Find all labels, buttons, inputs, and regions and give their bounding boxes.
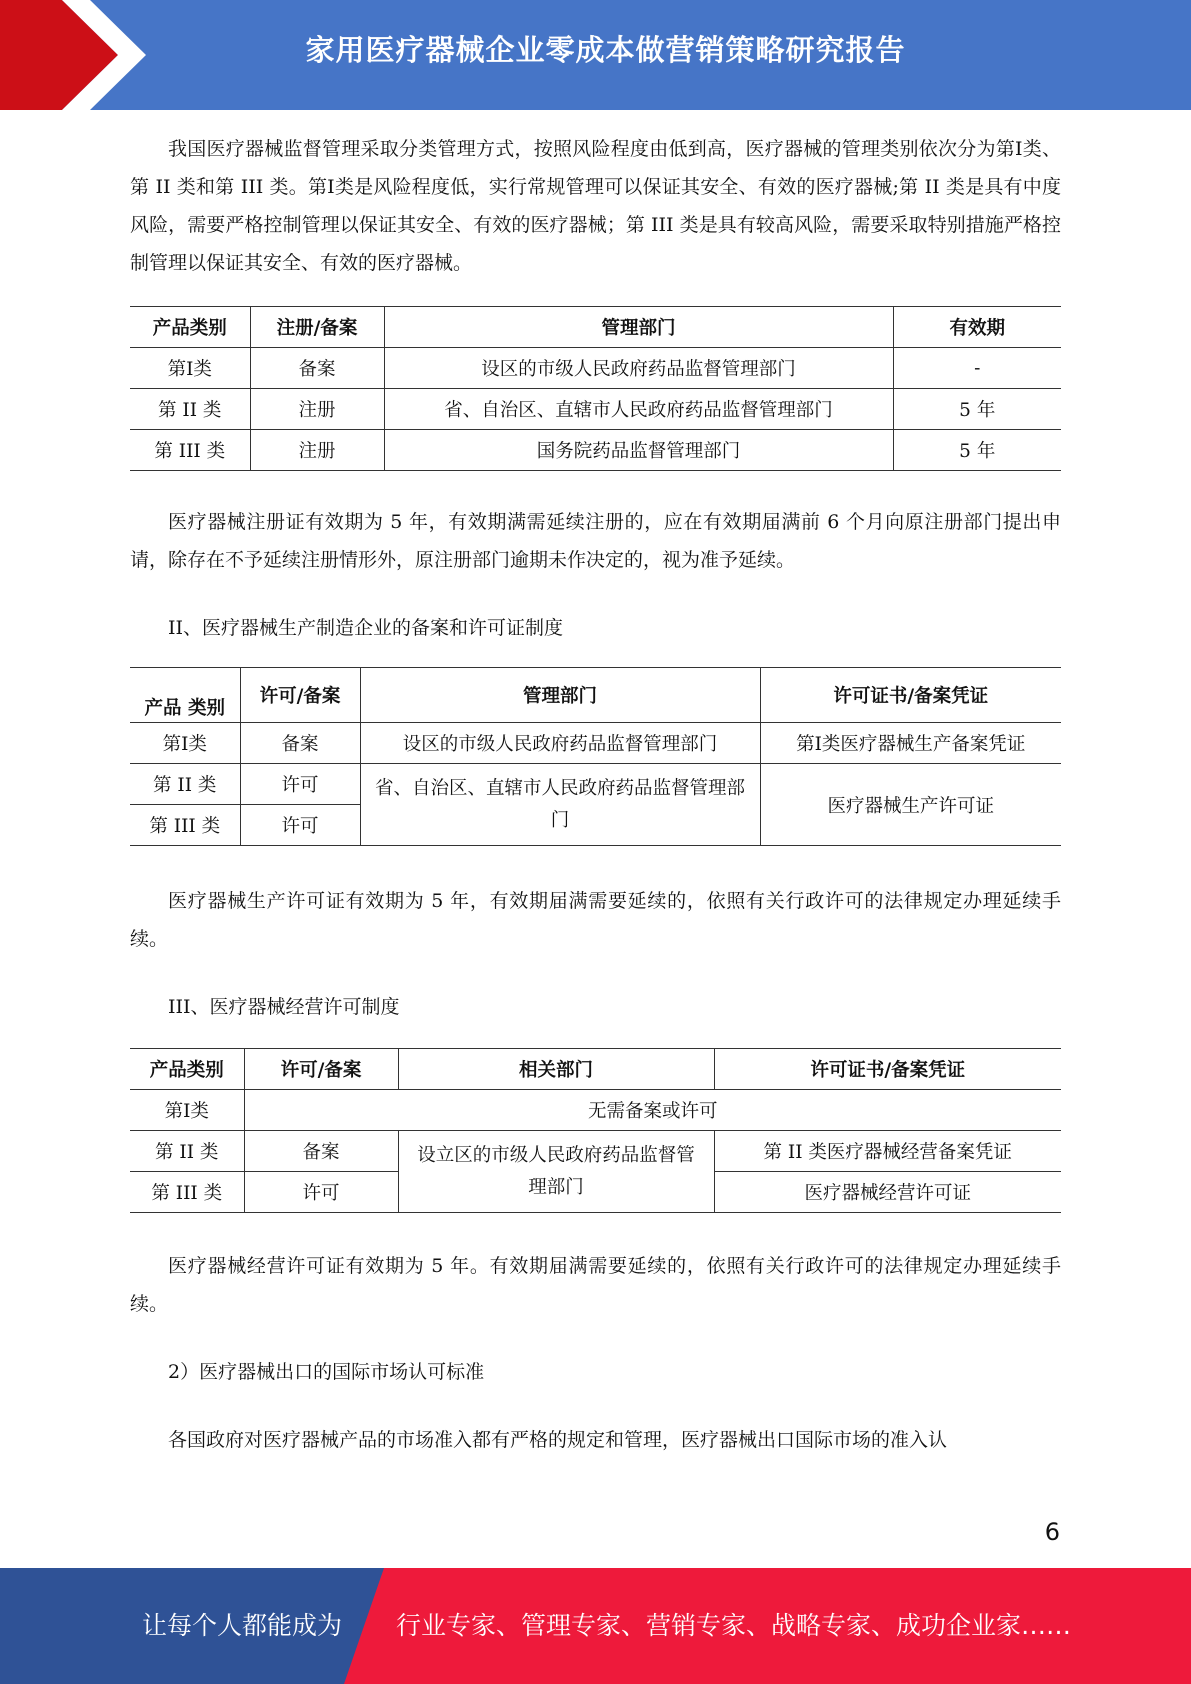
table-cell: 第 II 类医疗器械经营备案凭证 — [714, 1131, 1061, 1172]
table-cell: 无需备案或许可 — [244, 1090, 1061, 1131]
registration-table — [130, 306, 1061, 471]
table-cell: 医疗器械经营许可证 — [714, 1172, 1061, 1213]
table-cell: 国务院药品监督管理部门 — [384, 430, 893, 471]
table-cell: 备案 — [250, 348, 384, 389]
page-header — [0, 0, 1191, 110]
table-cell: 备案 — [244, 1131, 398, 1172]
table-header: 许可/备案 — [244, 1049, 398, 1090]
table-row — [130, 1131, 1061, 1172]
table-header: 相关部门 — [398, 1049, 714, 1090]
table-header: 管理部门 — [360, 668, 760, 723]
table-cell: 第 II 类 — [130, 389, 250, 430]
table-row — [130, 348, 1061, 389]
report-title: 家用医疗器械企业零成本做营销策略研究报告 — [305, 33, 906, 67]
table-cell: 第Ⅰ类 — [130, 348, 250, 389]
table-cell: 省、自治区、直辖市人民政府药品监督管理部门 — [360, 764, 760, 846]
table-header: 许可证书/备案凭证 — [760, 668, 1061, 723]
table-row — [130, 389, 1061, 430]
footer-slogan-right: 行业专家、管理专家、营销专家、战略专家、成功企业家…… — [396, 1611, 1072, 1640]
table-row — [130, 1090, 1061, 1131]
table-header: 许可证书/备案凭证 — [714, 1049, 1061, 1090]
table-cell: 5 年 — [893, 389, 1061, 430]
table-cell: 设区的市级人民政府药品监督管理部门 — [360, 723, 760, 764]
table-row — [130, 764, 1061, 805]
table-cell: 备案 — [240, 723, 360, 764]
table-cell: 第Ⅰ类 — [130, 723, 240, 764]
table-cell: 第 III 类 — [130, 805, 240, 846]
table-header: 管理部门 — [384, 307, 893, 348]
table-cell: 第 III 类 — [130, 430, 250, 471]
page-number: 6 — [1044, 1518, 1060, 1546]
table-cell: - — [893, 348, 1061, 389]
table-cell: 第 III 类 — [130, 1172, 244, 1213]
section-heading-production: II、医疗器械生产制造企业的备案和许可证制度 — [168, 617, 564, 639]
table-cell: 第Ⅰ类医疗器械生产备案凭证 — [760, 723, 1061, 764]
paragraph-production-validity: 医疗器械生产许可证有效期为 5 年，有效期届满需要延续的，依照有关行政许可的法律规定办理延续手续。 — [130, 890, 1061, 950]
table-cell: 第Ⅰ类 — [130, 1090, 244, 1131]
table-cell: 第 II 类 — [130, 1131, 244, 1172]
table-header: 产品类别 — [130, 307, 250, 348]
section-heading-operation: III、医疗器械经营许可制度 — [168, 996, 400, 1018]
paragraph-registration-validity: 医疗器械注册证有效期为 5 年，有效期满需延续注册的，应在有效期届满前 6 个月向原注册部门提出申请，除存在不予延续注册情形外，原注册部门逾期未作决定的，视为准予延续。 — [130, 511, 1061, 571]
table-cell: 许可 — [240, 805, 360, 846]
table-header: 有效期 — [893, 307, 1061, 348]
table-cell: 设区的市级人民政府药品监督管理部门 — [384, 348, 893, 389]
table-cell: 第 II 类 — [130, 764, 240, 805]
table-cell: 医疗器械生产许可证 — [760, 764, 1061, 846]
page-footer — [0, 1568, 1191, 1684]
table-header: 注册/备案 — [250, 307, 384, 348]
production-license-table — [130, 667, 1061, 846]
paragraph-export-intro: 各国政府对医疗器械产品的市场准入都有严格的规定和管理，医疗器械出口国际市场的准入认 — [168, 1429, 948, 1451]
table-row — [130, 723, 1061, 764]
table-cell: 注册 — [250, 389, 384, 430]
table-cell: 许可 — [244, 1172, 398, 1213]
table-cell: 省、自治区、直辖市人民政府药品监督管理部门 — [384, 389, 893, 430]
operation-license-table — [130, 1048, 1061, 1213]
table-row — [130, 430, 1061, 471]
table-header: 产品 类别 — [130, 668, 240, 723]
table-cell: 设立区的市级人民政府药品监督管理部门 — [398, 1131, 714, 1213]
footer-slogan-left: 让每个人都能成为 — [142, 1611, 343, 1640]
page-content — [130, 130, 1061, 1459]
table-cell: 5 年 — [893, 430, 1061, 471]
paragraph-operation-validity: 医疗器械经营许可证有效期为 5 年。有效期届满需要延续的，依照有关行政许可的法律规定办理延续手续。 — [130, 1255, 1061, 1315]
table-cell: 注册 — [250, 430, 384, 471]
table-header: 产品类别 — [130, 1049, 244, 1090]
section-heading-export: 2）医疗器械出口的国际市场认可标准 — [168, 1361, 485, 1383]
paragraph-classification: 我国医疗器械监督管理采取分类管理方式，按照风险程度由低到高，医疗器械的管理类别依次分为第Ⅰ类、第 II 类和第 III 类。第Ⅰ类是风险程度低，实行常规管理可以保证其安全、有效的医疗器械;第 II 类是具有中度风险，需要严格控制管理以保证其安全、有效的医疗器械；第 III 类是具有较高风险，需要采取特别措施严格控制管理以保证其安全、有效的医疗器械。 — [130, 138, 1061, 274]
table-cell: 许可 — [240, 764, 360, 805]
table-header: 许可/备案 — [240, 668, 360, 723]
